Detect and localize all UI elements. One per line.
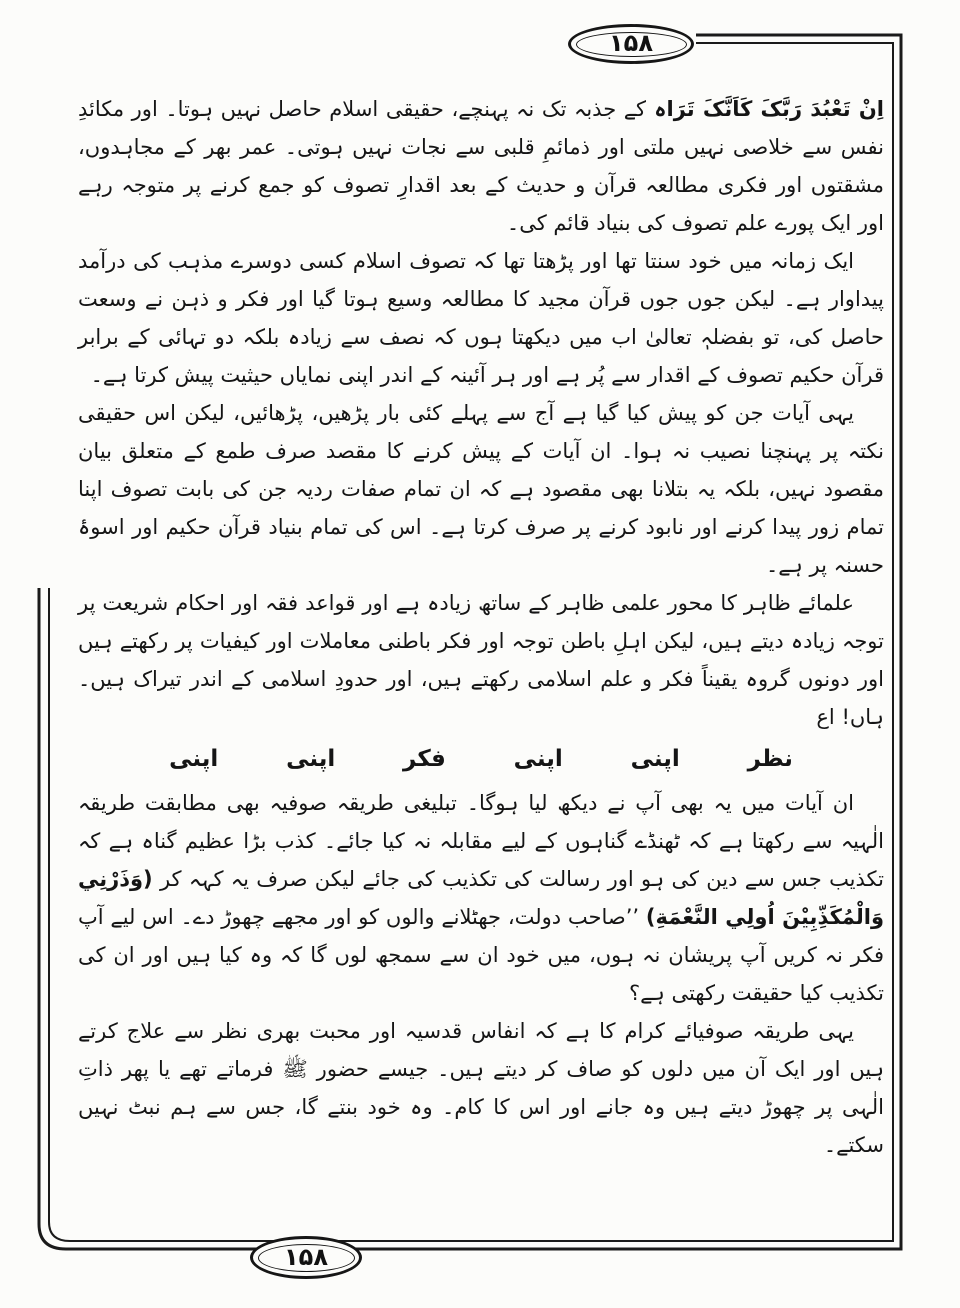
paragraph-1-text: کے جذبہ تک نہ پہنچے، حقیقی اسلام حاصل نہیں ہوتا۔ اور مکائدِ نفس سے خلاصی نہیں ملتی اور ذمائمِ قلبی سے نجات نہیں ہوتی۔ عمر بھر کے مجاہدوں، مشقتوں اور فکری مطالعہ قرآن و حدیث کے بعد اقدارِ تصوف کو جمع کرنے پر متوجہ رہے اور ایک پورے علم تصوف کی بنیاد قائم کی۔ — [78, 97, 884, 235]
paragraph-4: علمائے ظاہر کا محور علمی ظاہر کے ساتھ زیادہ ہے اور قواعد فقہ اور احکام شریعت پر توجہ زیادہ دیتے ہیں، لیکن اہلِ باطن توجہ اور فکر باطنی معاملات اور کیفیات پر رکھتے ہیں اور دونوں گروہ یقیناً فکر و علم اسلامی رکھتے ہیں، اور حدودِ اسلامی کے اندر تیراک ہیں۔ ہاں! اع — [78, 591, 884, 729]
paragraph-6: یہی طریقہ صوفیائے کرام کا ہے کہ انفاس قدسیہ اور محبت بھری نظر سے علاج کرتے ہیں اور ایک آن میں دلوں کو صاف کر دیتے ہیں۔ جیسے حضور ﷺ فرماتے تھے یا پھر ذاتِ الٰہی پر چھوڑ دیتے ہیں وہ جانے اور اس کا کام۔ وہ خود بنتے گا، جس سے ہم نبٹ نہیں سکتے۔ — [78, 1019, 884, 1157]
page-number-badge-top — [568, 24, 694, 64]
arabic-lead-quote: اِنْ تَعْبُدَ رَبَّکَ کَاَنَّکَ تَرَاہ — [646, 97, 884, 121]
page-number-bottom: ۱۵۸ — [284, 1242, 328, 1271]
page-text-block — [78, 90, 884, 1164]
page-number-badge-bottom-inner — [258, 1244, 355, 1272]
page-number-badge-top-inner — [576, 29, 687, 57]
paragraph-5-before: ان آیات میں یہ بھی آپ نے دیکھ لیا ہوگا۔ تبلیغی طریقہ صوفیہ بھی مطابقت طریقہ الٰہیہ سے رکھتا ہے کہ ٹھنڈے گناہوں کے لیے مقابلہ نہ کیا جائے۔ کذب بڑا عظیم گناہ ہے کہ تکذیب جس سے دین کی ہو اور رسالت کی تکذیب کی جائے لیکن صرف یہ کہہ کر — [78, 791, 884, 891]
arabic-inline-quote: (وَذَرْنِي وَالْمُکَذِّبِيْنَ اُولِي النَّعْمَةِ) — [78, 867, 885, 929]
verse-line: نظر اپنی اپنی فکر اپنی اپنی — [169, 746, 793, 772]
paragraph-5 — [78, 784, 884, 1012]
page-number-badge-bottom — [250, 1236, 362, 1279]
page-number-top: ۱۵۸ — [609, 29, 653, 57]
paragraph-5-after: ’’صاحب دولت، جھٹلانے والوں کو اور مجھے چھوڑ دے۔ اس لیے آپ فکر نہ کریں آپ پریشان نہ ہوں، میں خود ان سے سمجھ لوں گا کہ وہ کیا ہیں اور ان کی تکذیب کیا حقیقت رکھتی ہے؟ — [78, 905, 884, 1005]
paragraph-3: یہی آیات جن کو پیش کیا گیا ہے آج سے پہلے کئی بار پڑھیں، پڑھائیں، لیکن اس حقیقی نکتہ پر پہنچنا نصیب نہ ہوا۔ ان آیات کے پیش کرنے کا مقصد صرف طمع کے متعلق بیان مقصود نہیں، بلکہ یہ بتلانا بھی مقصود ہے کہ ان تمام صفات ردیہ جن کی بابت تصوف اپنا تمام زور پیدا کرنے اور نابود کرنے پر صرف کرتا ہے۔ اس کی تمام بنیاد قرآن حکیم اور اسوۂ حسنہ پر ہے۔ — [78, 401, 884, 577]
paragraph-2: ایک زمانہ میں خود سنتا تھا اور پڑھتا تھا کہ تصوف اسلام کسی دوسرے مذہب کی درآمد پیداوار ہے۔ لیکن جوں جوں قرآن مجید کا مطالعہ وسیع ہوتا گیا اور فکر و ذہن نے وسعت حاصل کی، تو بفضلہٖ تعالیٰ اب میں دیکھتا ہوں کہ نصف سے زیادہ بلکہ دو تہائی کے برابر قرآن حکیم تصوف کے اقدار سے پُر ہے اور ہر آئینہ کے اندر اپنی نمایاں حیثیت پیش کرتا ہے۔ — [78, 249, 884, 387]
paragraph-1 — [78, 90, 884, 242]
